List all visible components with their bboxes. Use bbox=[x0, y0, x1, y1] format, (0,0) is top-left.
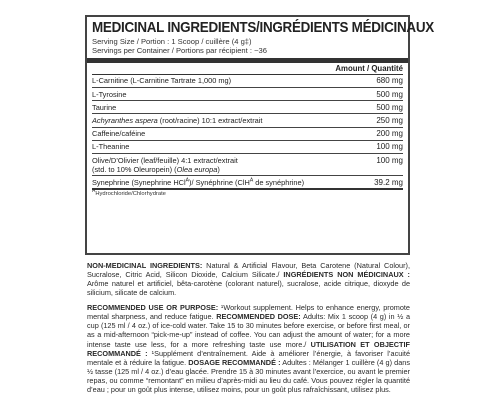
ingredient-row-olive-leaf bbox=[92, 154, 403, 176]
ingredient-row-achyranthes bbox=[92, 114, 403, 127]
non-medicinal-heading: NON-MEDICINAL INGREDIENTS: bbox=[87, 261, 203, 270]
recommended-dose-text-fr: Adultes : Mélanger 1 cuillère (4 g) dans ½ tasse (125 ml / 4 oz.) d’eau glacée. Prendre 15 à 30 minutes avant l’exercice, ou avant le premier repas, ou comme “remontant” en milieu d’après-midi au lieu du café. Vous pouvez régler la quantité d’eau ; pour un goût plus intense, utilisez moins, pour un goût plus rafraîchissant, utilisez plus. bbox=[87, 357, 410, 395]
ingredient-name: Taurine bbox=[92, 102, 117, 112]
footnote-marker: A bbox=[92, 188, 96, 195]
footnote-marker: A bbox=[185, 177, 190, 184]
ingredient-name-pre: Synephrine (Synephrine HCl bbox=[92, 177, 186, 187]
servings-per-container: Servings per Container / Portions par récipient : ~36 bbox=[92, 46, 267, 56]
recommended-dose-heading: RECOMMENDED DOSE: bbox=[216, 312, 301, 322]
ingredient-row-synephrine bbox=[92, 176, 403, 190]
recommended-use-heading-fr: UTILISATION ET OBJECTIF RECOMMANDÉ : bbox=[87, 339, 411, 358]
amount-header: Amount / Quantité bbox=[92, 63, 403, 75]
ingredient-row-l-carnitine bbox=[92, 75, 403, 88]
ingredient-amount: 680 mg bbox=[376, 76, 403, 86]
panel-title: MEDICINAL INGREDIENTS/INGRÉDIENTS MÉDICINAUX bbox=[92, 20, 434, 36]
ingredient-amount: 500 mg bbox=[376, 102, 403, 112]
ingredient-amount: 500 mg bbox=[376, 89, 403, 99]
ingredient-name-line1: Olive/D’Olivier (leaf/feuille) 4:1 extract/extrait bbox=[92, 155, 238, 165]
ingredient-row-caffeine bbox=[92, 128, 403, 141]
ingredient-name-line2-post: ) bbox=[217, 164, 220, 174]
ingredient-row-taurine bbox=[92, 101, 403, 114]
ingredient-amount: 100 mg bbox=[376, 155, 403, 165]
ingredient-name-rest: (root/racine) 10:1 extract/extrait bbox=[157, 115, 263, 125]
ingredient-name: Caffeine/caféine bbox=[92, 129, 146, 139]
footnote-marker: A bbox=[249, 177, 254, 184]
ingredient-row-l-tyrosine bbox=[92, 88, 403, 101]
recommended-use-block bbox=[87, 303, 410, 395]
ingredient-amount: 39.2 mg bbox=[374, 177, 403, 187]
non-medicinal-text-fr: Arôme naturel et artificiel, bêta-carotène (colorant naturel), sucralose, acide citrique, dioxyde de silicium, silicate de calcium. bbox=[87, 279, 410, 298]
ingredient-amount: 100 mg bbox=[376, 142, 403, 152]
recommended-dose-text-en: Adults: Mix 1 scoop (4 g) in ½ a cup (125 ml / 4 oz.) of ice-cold water. Take 15 to 30 minutes before exercise, or before first meal, or as a mid-afternoon “pick-me-up” instead of coffee. You can adjust the amount of water; for a more intense taste use less, for a more refreshing taste use more./ bbox=[87, 312, 411, 349]
ingredient-latin-name: Achyranthes aspera bbox=[92, 115, 158, 125]
non-medicinal-heading-fr: INGRÉDIENTS NON MÉDICINAUX : bbox=[283, 270, 410, 280]
ingredient-name: L-Tyrosine bbox=[92, 89, 127, 99]
ingredient-name bbox=[92, 178, 304, 187]
footnote bbox=[92, 190, 403, 198]
ingredient-latin-name: Olea europa bbox=[176, 164, 218, 174]
recommended-use-text-fr: ¹Supplément d’entraînement. Aide à améliorer l’énergie, à favoriser l’acuité mentale et à réduire la fatigue. bbox=[87, 348, 410, 367]
ingredient-name: L-Theanine bbox=[92, 142, 130, 152]
recommended-use-text-en: ¹Workout supplement. Helps to enhance energy, promote mental sharpness, and reduce fatigue. bbox=[87, 303, 410, 322]
ingredient-name bbox=[92, 116, 262, 125]
ingredient-name bbox=[92, 156, 238, 174]
ingredient-name-line2-pre: (std. to 10% Oleuropein) ( bbox=[92, 164, 177, 174]
ingredient-amount: 250 mg bbox=[376, 115, 403, 125]
non-medicinal-text-en: Natural & Artificial Flavour, Beta Carotene (Natural Colour), Sucralose, Citric Acid, Silicon Dioxide, Calcium Silicate./ bbox=[87, 261, 410, 280]
ingredient-amount: 200 mg bbox=[376, 129, 403, 139]
footnote-text: Hydrochloride/Chlorhydrate bbox=[95, 191, 166, 198]
non-medicinal-ingredients bbox=[87, 261, 410, 298]
medicinal-ingredients-panel bbox=[85, 15, 434, 255]
ingredient-name: L-Carnitine (L-Carnitine Tartrate 1,000 mg) bbox=[92, 76, 232, 86]
recommended-dose-heading-fr: DOSAGE RECOMMANDÉ : bbox=[188, 357, 281, 367]
serving-size: Serving Size / Portion : 1 Scoop / cuillère (4 g‡) bbox=[92, 37, 252, 46]
recommended-use-heading: RECOMMENDED USE OR PURPOSE: bbox=[87, 303, 219, 312]
ingredient-name-mid: )/ Synéphrine (ClH bbox=[189, 177, 250, 187]
ingredient-name-post: de synéphrine) bbox=[253, 177, 305, 187]
ingredient-row-l-theanine bbox=[92, 141, 403, 154]
